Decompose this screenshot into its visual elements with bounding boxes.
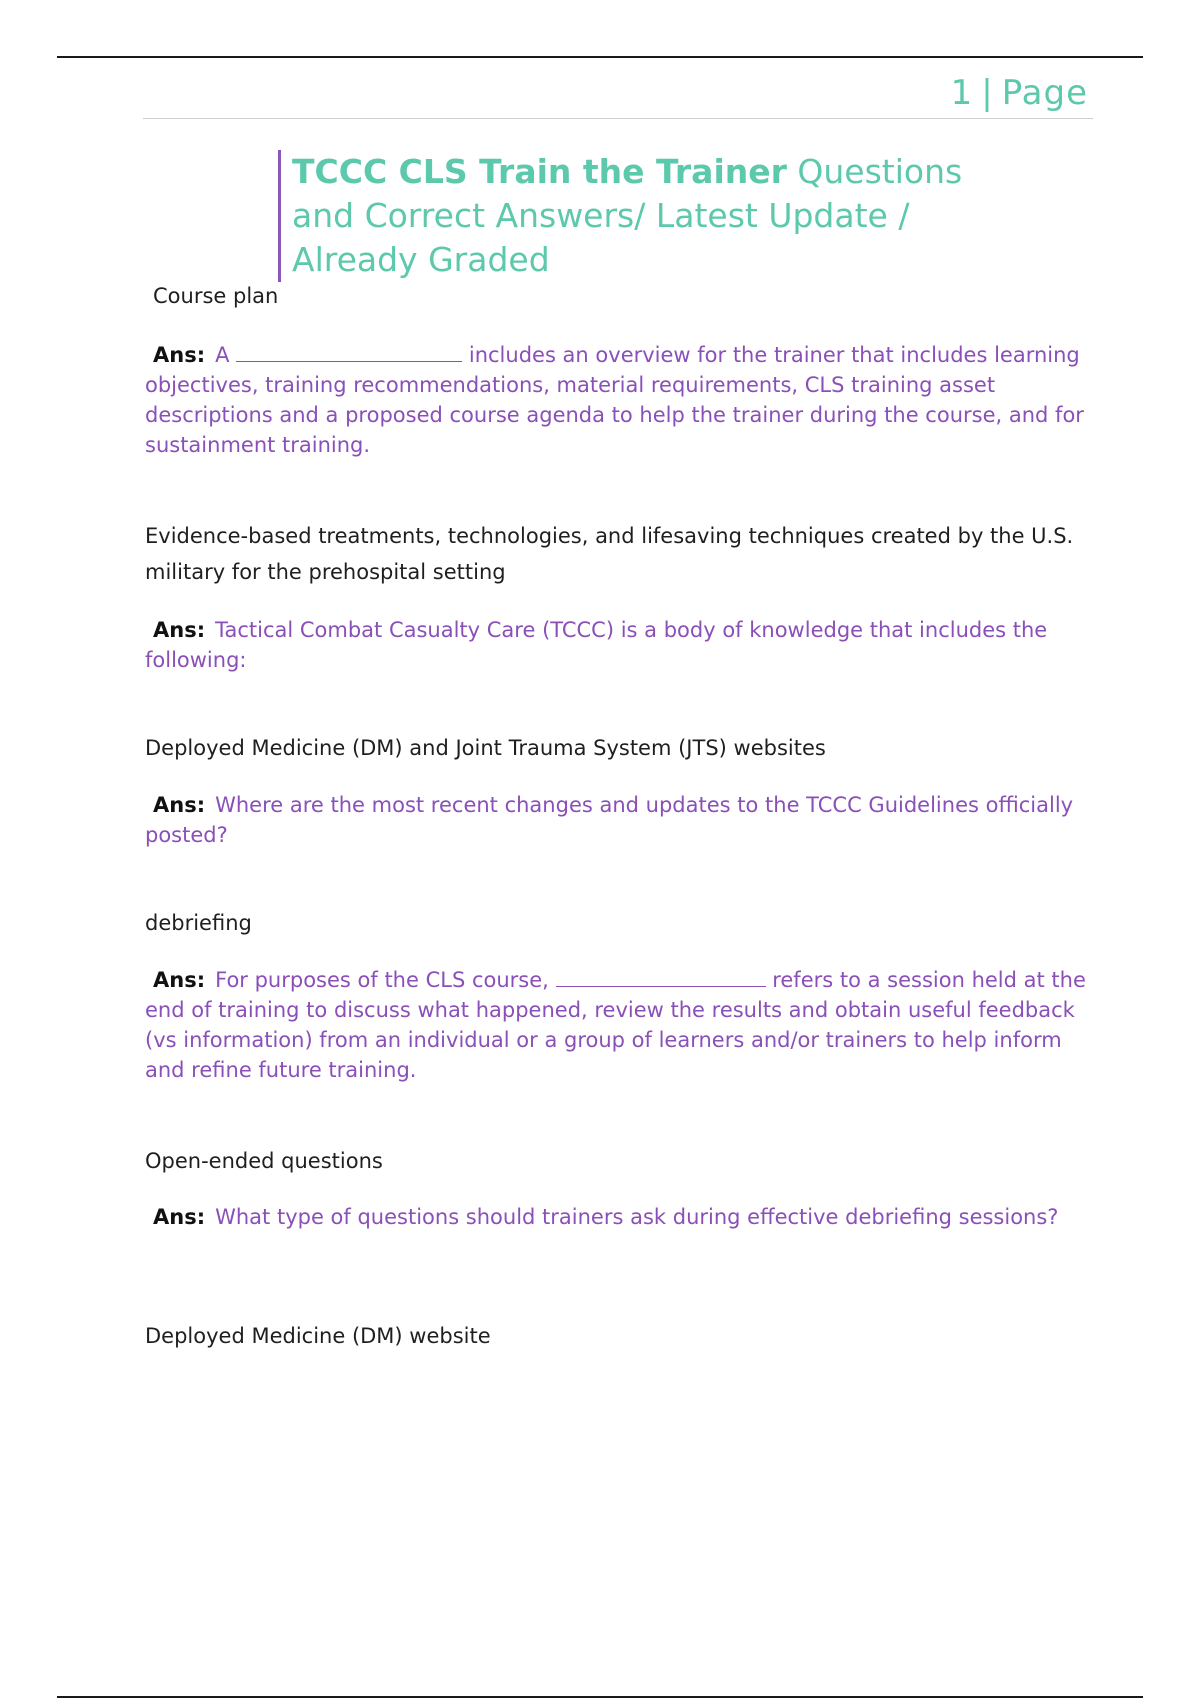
fill-in-blank: [556, 966, 766, 987]
question-text: Open-ended questions: [145, 1149, 383, 1173]
answer-text: [145, 1202, 1090, 1232]
fill-in-blank: [236, 341, 462, 362]
question-text: Deployed Medicine (DM) and Joint Trauma System (JTS) websites: [145, 736, 826, 760]
answer-part: For purposes of the CLS course,: [215, 968, 549, 992]
answer-part: refers to a session held at the end of training to discuss what happened, review the results and obtain useful feedback (vs information) from an individual or a group of learners and/or trainers to help inform and refine future training.: [145, 968, 1086, 1082]
answer-label: Ans:: [153, 793, 206, 817]
answer-part: A: [215, 343, 230, 367]
answer-part: What type of questions should trainers ask during effective debriefing sessions?: [215, 1205, 1059, 1229]
answer-label: Ans:: [153, 1205, 206, 1229]
page-number-separator: |: [981, 73, 994, 113]
question-text: debriefing: [145, 911, 252, 935]
title-bold: TCCC CLS Train the Trainer: [292, 152, 787, 191]
bottom-rule: [57, 1696, 1143, 1698]
answer-label: Ans:: [153, 343, 206, 367]
answer-part: includes an overview for the trainer that includes learning objectives, training recommendations, material requirements, CLS training asset descriptions and a proposed course agenda to help the trainer during the course, and for sustainment training.: [145, 343, 1084, 457]
question-text: Course plan: [153, 284, 279, 308]
question-text: Evidence-based treatments, technologies, and lifesaving techniques created by the U.S. military for the prehospital setting: [145, 524, 1074, 584]
top-rule: [57, 56, 1143, 58]
answer-label: Ans:: [153, 968, 206, 992]
answer-text: [145, 965, 1090, 1085]
header-rule: [143, 118, 1093, 119]
answer-text: [145, 615, 1090, 675]
document-title: [278, 150, 1012, 282]
answer-part: Tactical Combat Casualty Care (TCCC) is a body of knowledge that includes the following:: [145, 618, 1048, 672]
title-rest: Questions and Correct Answers/ Latest Update / Already Graded: [292, 152, 963, 279]
question-text: Deployed Medicine (DM) website: [145, 1324, 491, 1348]
answer-text: [145, 790, 1090, 850]
page-number-label: Page: [1001, 73, 1088, 113]
answer-part: Where are the most recent changes and updates to the TCCC Guidelines officially posted?: [145, 793, 1074, 847]
page-number: [951, 73, 1088, 113]
answer-text: [145, 340, 1090, 460]
page-number-value: 1: [950, 73, 974, 113]
answer-label: Ans:: [153, 618, 206, 642]
